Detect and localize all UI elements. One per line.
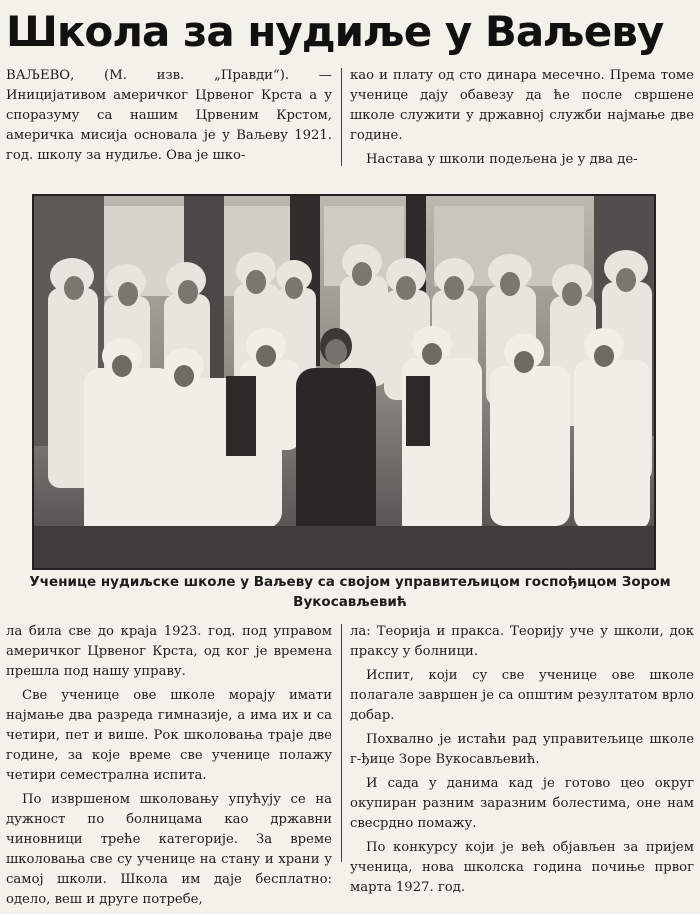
paragraph: ВАЉЕВО, (М. изв. „Правди“). — Иницијативом америчког Црвеног Крста а у споразуму са нашим Црвеним Крстом, америчка мисија основала је у Ваљеву 1921. год. школу за нудиље. Ова је шко- <box>6 68 332 163</box>
column-divider <box>341 68 342 166</box>
group-photograph <box>32 194 656 570</box>
paragraph: И сада у данима кад је готово цео округ окупиран разним заразним болестима, оне нам свесрдно помажу. <box>350 776 694 831</box>
paragraph: ла: Теорија и пракса. Теорију уче у школи, док праксу у болници. <box>350 624 694 659</box>
paragraph: Похвално је истаћи рад управитељице школе г-ђице Зоре Вукосављевић. <box>350 732 694 767</box>
headline: Школа за нудиље у Ваљеву <box>6 7 664 56</box>
paragraph: као и плату од сто динара месечно. Према томе ученице дају обавезу да ће после свршене школе служити у државној служби најмање две године. <box>350 68 694 143</box>
paragraph: Испит, који су све ученице ове школе полагале завршен је са општим резултатом врло добар. <box>350 668 694 723</box>
article-column-top-left <box>6 66 332 170</box>
article-column-bottom-left <box>6 622 332 914</box>
column-divider <box>341 624 342 862</box>
photograph-image <box>34 196 654 568</box>
article-column-top-right <box>350 66 694 174</box>
paragraph: По извршеном школовању упућују се на дужност по болницама као државни чиновници треће категорије. За време школовања све су ученице на стану и храни у самој школи. Школа им даје бесплатно: одело, веш и друге потребе, <box>6 792 332 907</box>
photo-caption: Ученице нудиљске школе у Ваљеву са својом управитељицом госпођицом Зором Вукосављевић <box>29 574 671 610</box>
paragraph: Све ученице ове школе морају имати најмање два разреда гимназије, а има их и са четири, пет и више. Рок школовања траје две године, за које време све ученице полажу четири семестрална испита. <box>6 688 332 783</box>
article-column-bottom-right <box>350 622 694 902</box>
paragraph: По конкурсу који је већ објављен за пријем ученица, нова школска година почиње првог марта 1927. год. <box>350 840 694 895</box>
paragraph: Настава у школи подељена је у два де- <box>366 152 638 167</box>
paragraph: ла била све до краја 1923. год. под управом америчког Црвеног Крста, од ког је времена прешла под нашу управу. <box>6 624 332 679</box>
